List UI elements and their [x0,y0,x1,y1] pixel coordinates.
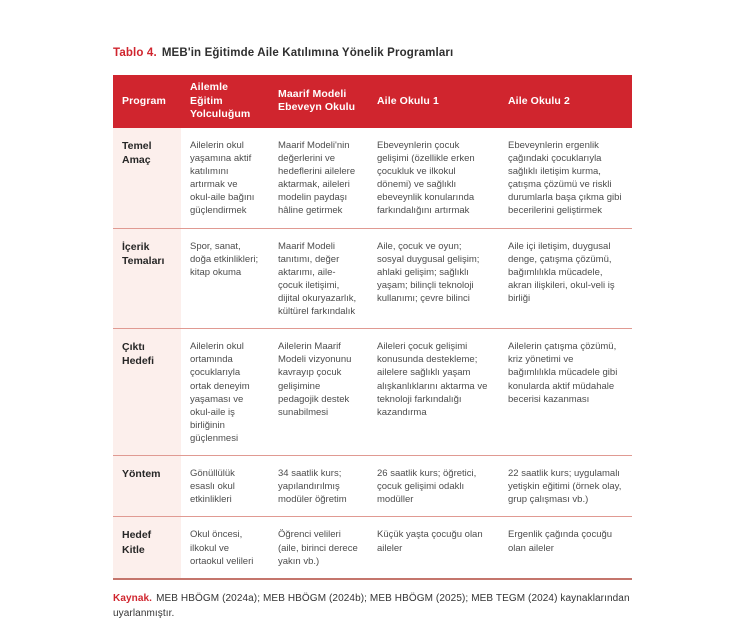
table-header-row [113,75,632,128]
document-page [113,46,632,622]
column-header-maarif-modeli-ebeveyn-okulu: Maarif Modeli Ebeveyn Okulu [269,75,368,128]
source-note-label: Kaynak. [113,592,153,604]
column-header-program: Program [113,75,181,128]
table-cell: Aile, çocuk ve oyun; sosyal duygusal gelişim; ahlaki gelişim; sağlıklı yaşam; bilinçli teknoloji kullanımı; çevre bilinci [368,228,499,329]
programs-table [113,75,632,580]
table-cell: Spor, sanat, doğa etkinlikleri; kitap okuma [181,228,269,329]
source-note-text: MEB HBÖGM (2024a); MEB HBÖGM (2024b); MEB HBÖGM (2025); MEB TEGM (2024) kaynaklarından uyarlanmıştır. [113,592,630,620]
table-title-text: MEB'in Eğitimde Aile Katılımına Yönelik Programları [161,47,454,59]
table-cell: Okul öncesi, ilkokul ve ortaokul velileri [181,517,269,579]
table-number-label: Tablo 4. [113,47,157,59]
table-cell: Ailelerin okul yaşamına aktif katılımını artırmak ve okul-aile bağını güçlendirmek [181,128,269,228]
column-header-aile-okulu-2: Aile Okulu 2 [499,75,632,128]
row-label: İçerik Temaları [113,228,181,329]
column-header-aile-okulu-1: Aile Okulu 1 [368,75,499,128]
table-row-hedef-kitle [113,517,632,579]
table-cell: Gönüllülük esaslı okul etkinlikleri [181,456,269,517]
table-cell: Ebeveynlerin ergenlik çağındaki çocuklarıyla sağlıklı iletişim kurma, çatışma çözümü ve riskli durumlarla başa çıkma gibi becerilerini geliştirmek [499,128,632,228]
source-note [113,591,632,622]
table-row-temel-amac [113,128,632,228]
table-row-icerik-temalari [113,228,632,329]
row-label: Çıktı Hedefi [113,329,181,456]
table-cell: Maarif Modeli'nin değerlerini ve hedeflerini ailelere aktarmak, aileleri modelin paydaşı hâline getirmek [269,128,368,228]
table-cell: Ailelerin çatışma çözümü, kriz yönetimi ve bağımlılıkla mücadele gibi konularda aktif müdahale becerisi kazanması [499,329,632,456]
row-label: Hedef Kitle [113,517,181,579]
table-row-cikti-hedefi [113,329,632,456]
table-cell: Ailelerin Maarif Modeli vizyonunu kavrayıp çocuk gelişimine pedagojik destek sunabilmesi [269,329,368,456]
table-cell: Maarif Modeli tanıtımı, değer aktarımı, aile-çocuk iletişimi, dijital okuryazarlık, kültürel farkındalık [269,228,368,329]
table-cell: 26 saatlik kurs; öğretici, çocuk gelişimi odaklı modüller [368,456,499,517]
table-cell: 22 saatlik kurs; uygulamalı yetişkin eğitimi (örnek olay, grup çalışması vb.) [499,456,632,517]
table-cell: Küçük yaşta çocuğu olan aileler [368,517,499,579]
table-cell: Ailelerin okul ortamında çocuklarıyla ortak deneyim yaşaması ve okul-aile iş birliğinin güçlenmesi [181,329,269,456]
table-caption [113,46,632,61]
table-cell: 34 saatlik kurs; yapılandırılmış modüler öğretim [269,456,368,517]
table-row-yontem [113,456,632,517]
table-cell: Ergenlik çağında çocuğu olan aileler [499,517,632,579]
column-header-ailemle-egitim-yolculugum: Ailemle Eğitim Yolculuğum [181,75,269,128]
table-cell: Ebeveynlerin çocuk gelişimi (özellikle erken çocukluk ve ilkokul dönemi) ve sağlıklı ebeveynlik konularında farkındalığını artırmak [368,128,499,228]
table-cell: Aileleri çocuk gelişimi konusunda destekleme; ailelere sağlıklı yaşam alışkanlıklarını aktarma ve teknoloji farkındalığı kazandırma [368,329,499,456]
table-cell: Aile içi iletişim, duygusal denge, çatışma çözümü, bağımlılıkla mücadele, akran ilişkileri, okul-veli iş birliği [499,228,632,329]
table-cell: Öğrenci velileri (aile, birinci derece yakın vb.) [269,517,368,579]
row-label: Temel Amaç [113,128,181,228]
row-label: Yöntem [113,456,181,517]
